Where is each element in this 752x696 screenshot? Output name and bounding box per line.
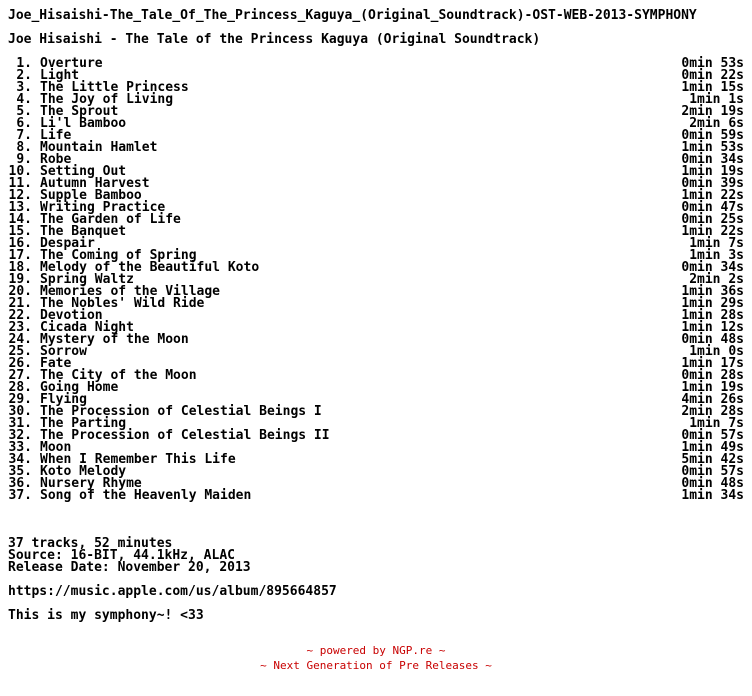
track-number: 3.	[16, 80, 32, 95]
tracks-total: 37 tracks, 52 minutes	[8, 536, 173, 551]
track-duration: 0min 57s	[681, 428, 744, 443]
track-duration: 0min 57s	[681, 464, 744, 479]
track-duration: 2min 6s	[689, 116, 744, 131]
track-duration: 1min 34s	[681, 488, 744, 503]
spacer	[8, 514, 744, 526]
spacer	[8, 46, 744, 58]
track-number: 12.	[8, 188, 32, 203]
track-title: The Procession of Celestial Beings I	[40, 404, 322, 419]
track-number: 13.	[8, 200, 32, 215]
track-title: The Sprout	[40, 104, 119, 119]
track-duration: 1min 17s	[681, 356, 744, 371]
track-number: 18.	[8, 260, 32, 275]
track-duration: 1min 28s	[681, 308, 744, 323]
track-duration: 1min 12s	[681, 320, 744, 335]
track-duration: 1min 49s	[681, 440, 744, 455]
track-title: Setting Out	[40, 164, 127, 179]
track-duration: 4min 26s	[681, 392, 744, 407]
track-title: The Parting	[40, 416, 127, 431]
track-title: The Coming of Spring	[40, 248, 197, 263]
track-row	[8, 346, 744, 358]
track-number: 27.	[8, 368, 32, 383]
track-number: 15.	[8, 224, 32, 239]
track-row	[8, 58, 744, 70]
track-title: Writing Practice	[40, 200, 166, 215]
track-number: 4.	[16, 92, 32, 107]
track-title: The Nobles' Wild Ride	[40, 296, 205, 311]
track-duration: 0min 47s	[681, 200, 744, 215]
track-number: 24.	[8, 332, 32, 347]
track-number: 31.	[8, 416, 32, 431]
track-title: Fate	[40, 356, 72, 371]
track-duration: 1min 3s	[689, 248, 744, 263]
release-name: Joe_Hisaishi-The_Tale_Of_The_Princess_Kaguya_(Original_Soundtrack)-OST-WEB-2013-SYMPHONY	[8, 8, 697, 23]
track-number: 20.	[8, 284, 32, 299]
track-title: Song of the Heavenly Maiden	[40, 488, 252, 503]
source-info: Source: 16-BIT, 44.1kHz, ALAC	[8, 548, 235, 563]
spacer	[8, 502, 744, 514]
track-title: Supple Bamboo	[40, 188, 142, 203]
track-title: Melody of the Beautiful Koto	[40, 260, 260, 275]
album-url: https://music.apple.com/us/album/895664857	[8, 584, 337, 599]
track-row	[8, 226, 744, 238]
track-title: Moon	[40, 440, 72, 455]
track-duration: 1min 53s	[681, 140, 744, 155]
track-duration: 1min 0s	[689, 344, 744, 359]
tracklist	[8, 58, 744, 502]
track-number: 5.	[16, 104, 32, 119]
track-number: 30.	[8, 404, 32, 419]
track-number: 10.	[8, 164, 32, 179]
track-number: 2.	[16, 68, 32, 83]
track-title: Koto Melody	[40, 464, 127, 479]
track-duration: 1min 22s	[681, 224, 744, 239]
track-title: The City of the Moon	[40, 368, 197, 383]
track-number: 22.	[8, 308, 32, 323]
track-title: Going Home	[40, 380, 119, 395]
track-number: 7.	[16, 128, 32, 143]
track-duration: 5min 42s	[681, 452, 744, 467]
track-number: 37.	[8, 488, 32, 503]
track-title: The Garden of Life	[40, 212, 181, 227]
album-heading: Joe Hisaishi - The Tale of the Princess Kaguya (Original Soundtrack)	[8, 32, 541, 47]
track-title: Despair	[40, 236, 95, 251]
track-number: 19.	[8, 272, 32, 287]
track-title: Overture	[40, 56, 103, 71]
track-number: 6.	[16, 116, 32, 131]
track-number: 32.	[8, 428, 32, 443]
track-row	[8, 142, 744, 154]
nfo-document	[8, 10, 744, 622]
track-number: 21.	[8, 296, 32, 311]
tagline: This is my symphony~! <33	[8, 608, 204, 623]
track-duration: 1min 29s	[681, 296, 744, 311]
track-number: 26.	[8, 356, 32, 371]
track-title: Memories of the Village	[40, 284, 221, 299]
track-title: The Banquet	[40, 224, 127, 239]
track-number: 23.	[8, 320, 32, 335]
track-number: 29.	[8, 392, 32, 407]
track-number: 1.	[16, 56, 32, 71]
track-row	[8, 430, 744, 442]
track-title: Life	[40, 128, 72, 143]
track-duration: 0min 34s	[681, 260, 744, 275]
track-duration: 1min 1s	[689, 92, 744, 107]
track-number: 14.	[8, 212, 32, 227]
track-title: Light	[40, 68, 80, 83]
track-duration: 0min 25s	[681, 212, 744, 227]
track-number: 36.	[8, 476, 32, 491]
track-title: The Little Princess	[40, 80, 189, 95]
release-date: Release Date: November 20, 2013	[8, 560, 251, 575]
track-duration: 0min 39s	[681, 176, 744, 191]
track-duration: 1min 15s	[681, 80, 744, 95]
footer-powered-by: ~ powered by NGP.re ~	[306, 644, 446, 657]
track-title: Robe	[40, 152, 72, 167]
track-title: Sorrow	[40, 344, 87, 359]
track-title: Mystery of the Moon	[40, 332, 189, 347]
track-duration: 1min 36s	[681, 284, 744, 299]
track-duration: 1min 7s	[689, 416, 744, 431]
track-title: Cicada Night	[40, 320, 134, 335]
track-duration: 0min 34s	[681, 152, 744, 167]
track-number: 9.	[16, 152, 32, 167]
track-number: 11.	[8, 176, 32, 191]
track-duration: 2min 2s	[689, 272, 744, 287]
track-number: 8.	[16, 140, 32, 155]
track-row	[8, 382, 744, 394]
track-row	[8, 334, 744, 346]
track-number: 34.	[8, 452, 32, 467]
track-duration: 1min 7s	[689, 236, 744, 251]
track-duration: 0min 48s	[681, 332, 744, 347]
track-number: 16.	[8, 236, 32, 251]
track-number: 25.	[8, 344, 32, 359]
track-title: When I Remember This Life	[40, 452, 236, 467]
track-title: Autumn Harvest	[40, 176, 150, 191]
track-duration: 0min 59s	[681, 128, 744, 143]
track-title: Spring Waltz	[40, 272, 134, 287]
track-duration: 1min 22s	[681, 188, 744, 203]
track-title: Nursery Rhyme	[40, 476, 142, 491]
track-number: 33.	[8, 440, 32, 455]
track-duration: 2min 19s	[681, 104, 744, 119]
track-title: Mountain Hamlet	[40, 140, 158, 155]
track-row	[8, 94, 744, 106]
track-row	[8, 490, 744, 502]
track-number: 17.	[8, 248, 32, 263]
track-title: Li'l Bamboo	[40, 116, 127, 131]
track-title: Flying	[40, 392, 87, 407]
track-duration: 2min 28s	[681, 404, 744, 419]
track-title: The Procession of Celestial Beings II	[40, 428, 330, 443]
track-duration: 0min 28s	[681, 368, 744, 383]
track-duration: 1min 19s	[681, 380, 744, 395]
track-row	[8, 370, 744, 382]
track-row	[8, 298, 744, 310]
track-duration: 0min 48s	[681, 476, 744, 491]
track-row	[8, 118, 744, 130]
track-duration: 0min 53s	[681, 56, 744, 71]
track-title: The Joy of Living	[40, 92, 174, 107]
track-title: Devotion	[40, 308, 103, 323]
track-number: 35.	[8, 464, 32, 479]
track-number: 28.	[8, 380, 32, 395]
footer-tagline: ~ Next Generation of Pre Releases ~	[260, 659, 492, 672]
track-duration: 1min 19s	[681, 164, 744, 179]
track-duration: 0min 22s	[681, 68, 744, 83]
